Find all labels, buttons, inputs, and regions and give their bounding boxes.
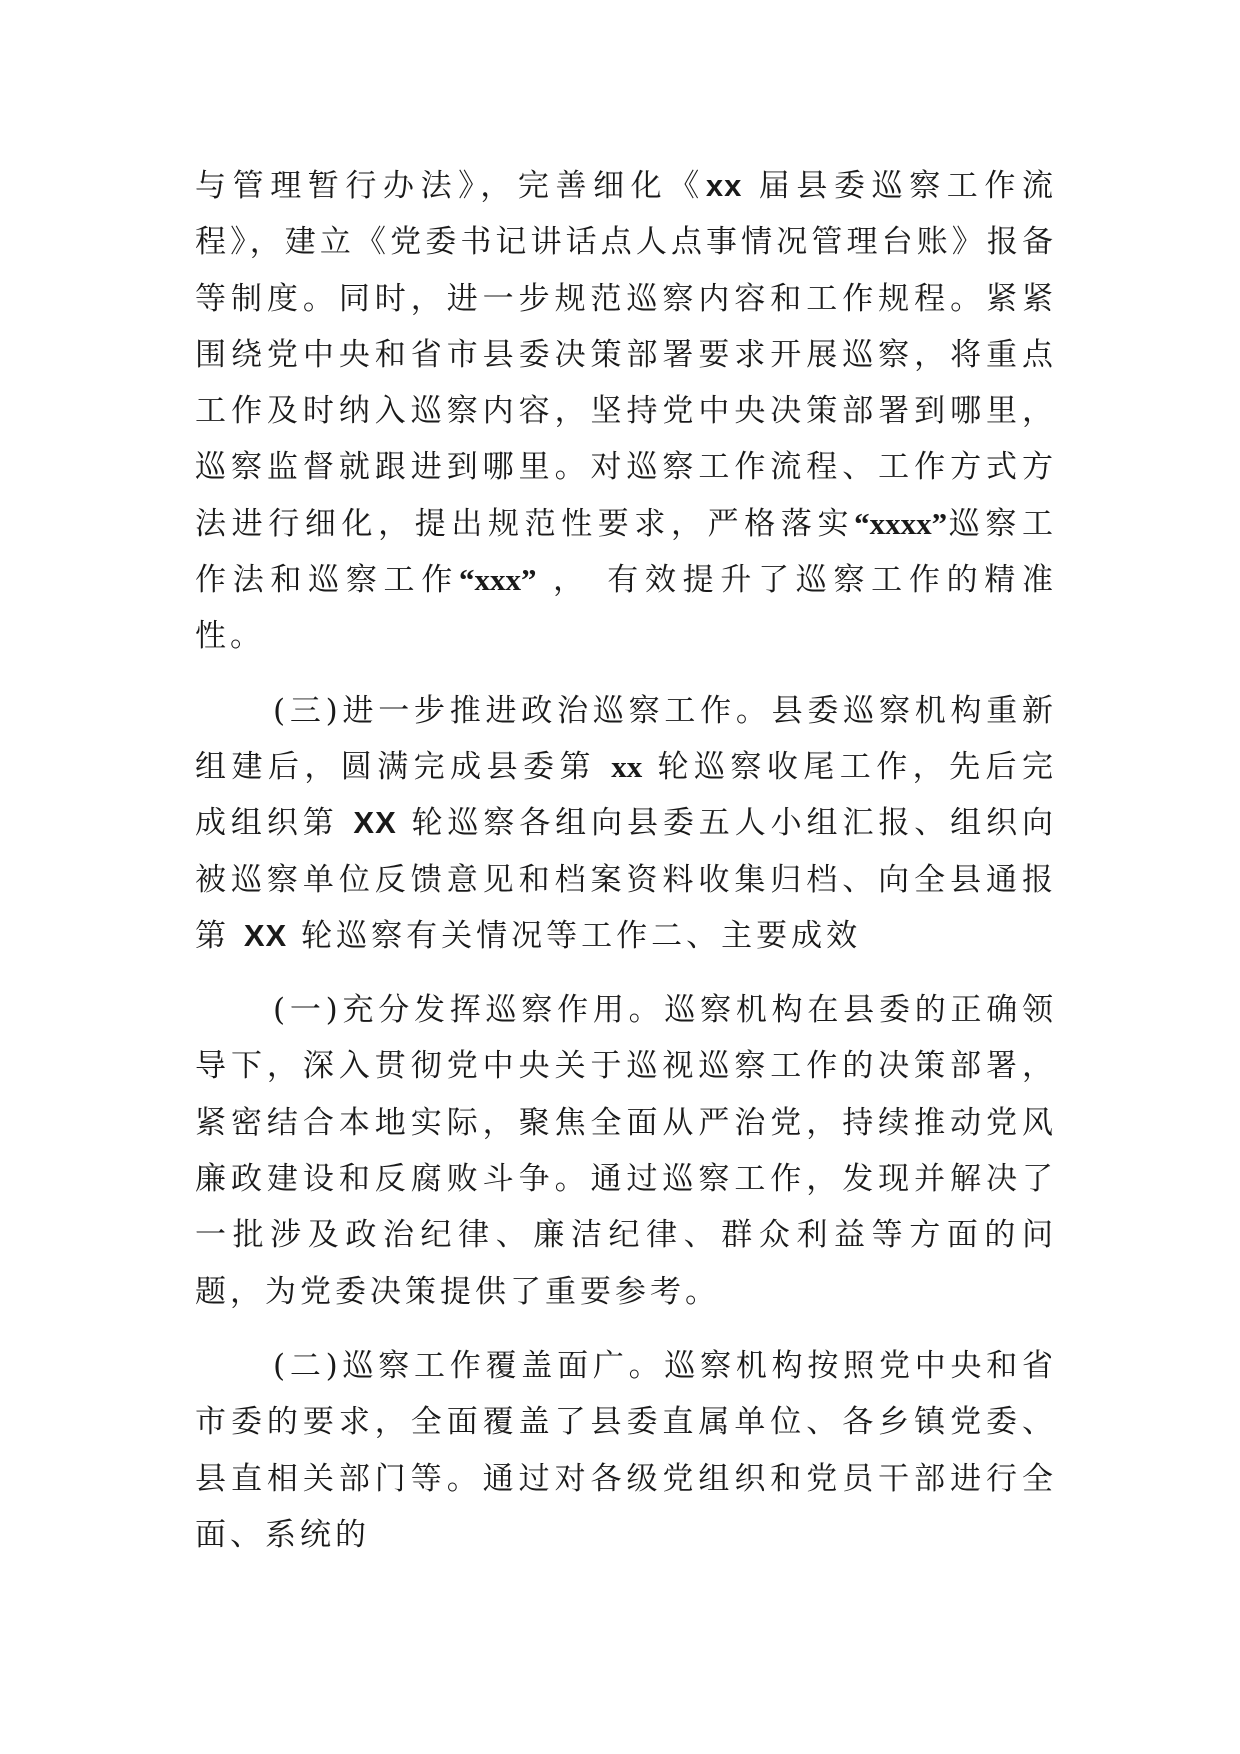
paragraph-2 [195,683,1057,964]
text-run: 届县委巡察工作流程》，建立《党委书记讲话点人点事情况管理台账》报备等制度。同时，进一步规范巡察内容和工作规程。紧紧围绕党中央和省市县委决策部署要求开展巡察，将重点工作及时纳入巡察内容，坚持党中央决策部署到哪里，巡察监督就跟进到哪里。对巡察工作流程、工作方式方法进行细化，提出规范性要求，严格落实 [195,168,1057,542]
text-run: (三)进一步推进政治巡察工作。县委巡察机构重新组建后，圆满完成县委第 [195,692,1057,785]
text-run: (二)巡察工作覆盖面广。巡察机构按照党中央和省市委的要求，全面覆盖了县委直属单位、各乡镇党委、县直相关部门等。通过对各级党组织和党员干部进行全面、系统的 [195,1347,1057,1553]
text-run: 巡察工作法和巡察工作 [195,505,1058,599]
placeholder-bold: xx [611,748,643,784]
text-run: 轮巡察有关情况等工作二、主要成效 [287,917,862,954]
text-run: 与管理暂行办法》，完善细化《 [195,168,706,204]
placeholder-bold: “xxx” [458,562,537,598]
text-run: 轮巡察各组向县委五人小组汇报、组织向被巡察单位反馈意见和档案资料收集归档、向全县通报第 [195,805,1057,954]
text-run: ， 有效提升了巡察工作的精准性。 [195,562,1057,655]
document-body [195,158,1057,1563]
text-run: (一)充分发挥巡察作用。巡察机构在县委的正确领导下，深入贯彻党中央关于巡视巡察工作的决策部署，紧密结合本地实际，聚焦全面从严治党，持续推动党风廉政建设和反腐败斗争。通过巡察工作，发现并解决了一批涉及政治纪律、廉洁纪律、群众利益等方面的问题，为党委决策提供了重要参考。 [195,992,1057,1310]
placeholder-bold: “xxxx” [854,505,948,541]
placeholder-bold: xx [705,168,743,203]
text-run: 轮巡察收尾工作，先后完成组织第 [195,748,1057,842]
paragraph-3 [195,982,1057,1320]
placeholder-bold: XX [243,917,288,953]
placeholder-bold: XX [353,805,397,841]
paragraph-4 [195,1338,1057,1563]
paragraph-1 [195,158,1057,665]
